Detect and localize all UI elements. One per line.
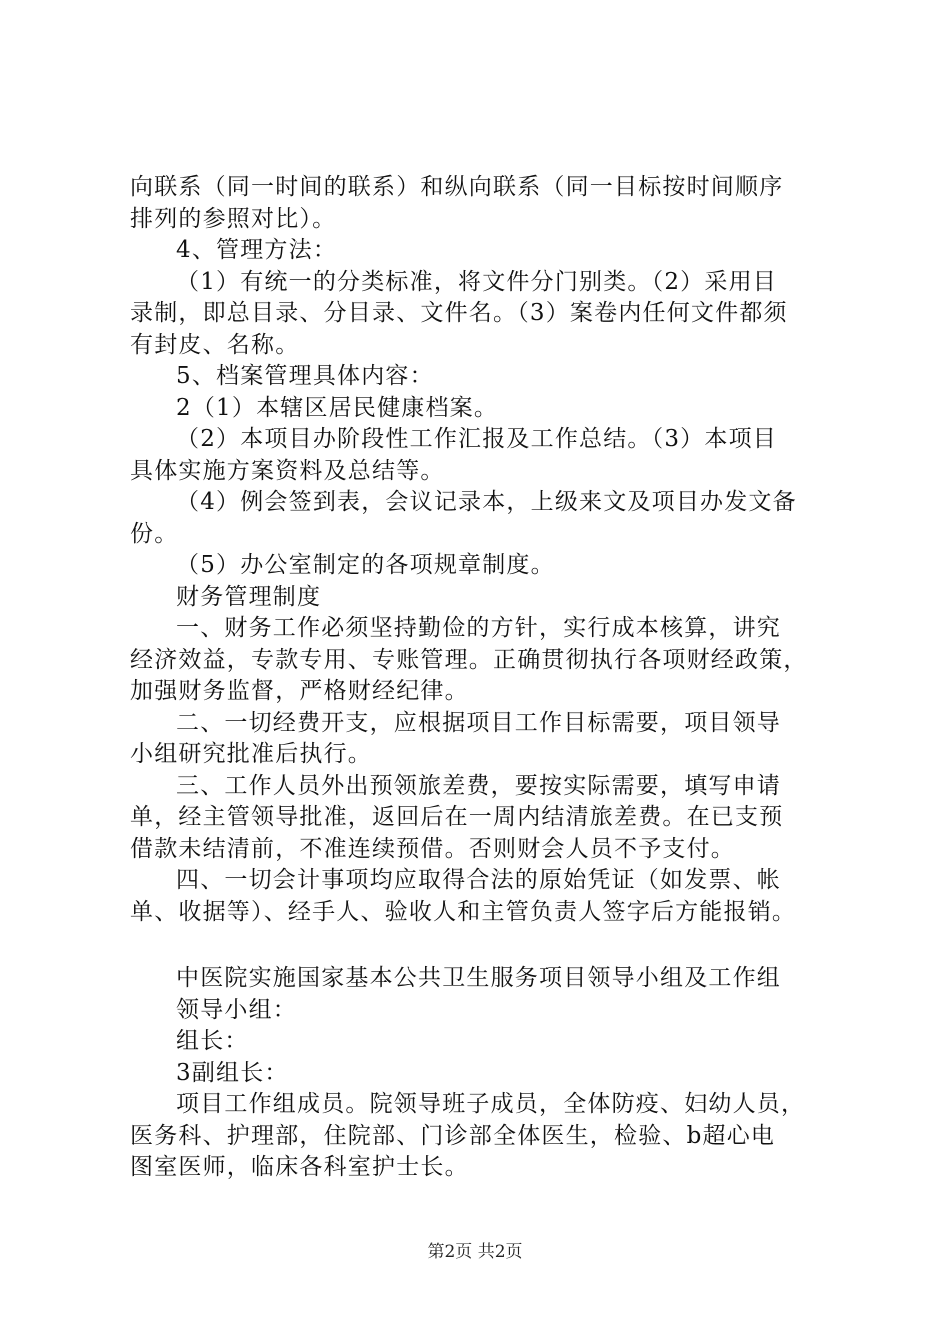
text-line: 加强财务监督，严格财经纪律。 [130, 678, 469, 704]
text-line: 份。 [130, 520, 179, 547]
text-line: 具体实施方案资料及总结等。 [130, 457, 445, 484]
text-line: 向联系（同一时间的联系）和纵向联系（同一目标按时间顺序 [130, 174, 784, 200]
text-line: 5、档案管理具体内容： [176, 363, 434, 389]
section-heading: 中医院实施国家基本公共卫生服务项目领导小组及工作组 [176, 965, 781, 991]
text-line: 3副组长： [176, 1059, 289, 1086]
text-line: 医务科、护理部，住院部、门诊部全体医生，检验、b超心电 [130, 1122, 776, 1149]
text-line: 2（1）本辖区居民健康档案。 [176, 394, 499, 421]
text-line: 三、工作人员外出预领旅差费，要按实际需要，填写申请 [176, 772, 781, 799]
text-line: 项目工作组成员。院领导班子成员，全体防疫、妇幼人员， [176, 1091, 806, 1117]
text-line: 有封皮、名称。 [130, 331, 300, 358]
page-number-footer: 第2页 共2页 [427, 1242, 523, 1262]
text-line: （5）办公室制定的各项规章制度。 [176, 552, 555, 578]
document-body [130, 172, 840, 1184]
text-line: （1）有统一的分类标准，将文件分门别类。（2）采用目 [176, 268, 777, 295]
text-line: （2）本项目办阶段性工作汇报及工作总结。（3）本项目 [176, 426, 777, 452]
text-line: 单、收据等）、经手人、验收人和主管负责人签字后方能报销。 [130, 898, 797, 925]
text-line: 组长： [176, 1028, 249, 1054]
text-line: 4、管理方法： [176, 237, 338, 263]
text-line: 借款未结清前，不准连续预借。否则财会人员不予支付。 [130, 835, 735, 862]
text-line: （4）例会签到表，会议记录本，上级来文及项目办发文备 [176, 489, 797, 515]
text-line: 图室医师，临床各科室护士长。 [130, 1154, 469, 1180]
text-line: 排列的参照对比）。 [130, 205, 337, 232]
text-line: 单，经主管领导批准，返回后在一周内结清旅差费。在已支预 [130, 804, 784, 830]
text-line: 一、财务工作必须坚持勤俭的方针，实行成本核算，讲究 [176, 615, 781, 641]
text-line: 经济效益，专款专用、专账管理。正确贯彻执行各项财经政策， [130, 646, 808, 673]
text-line: 四、一切会计事项均应取得合法的原始凭证（如发票、帐 [176, 867, 781, 893]
section-heading: 财务管理制度 [176, 583, 322, 610]
text-line: 小组研究批准后执行。 [130, 741, 372, 767]
text-line: 领导小组： [176, 996, 297, 1023]
text-line: 录制，即总目录、分目录、文件名。（3）案卷内任何文件都须 [130, 300, 788, 326]
text-line: 二、一切经费开支，应根据项目工作目标需要，项目领导 [176, 709, 781, 736]
paragraph-gap [130, 928, 840, 963]
